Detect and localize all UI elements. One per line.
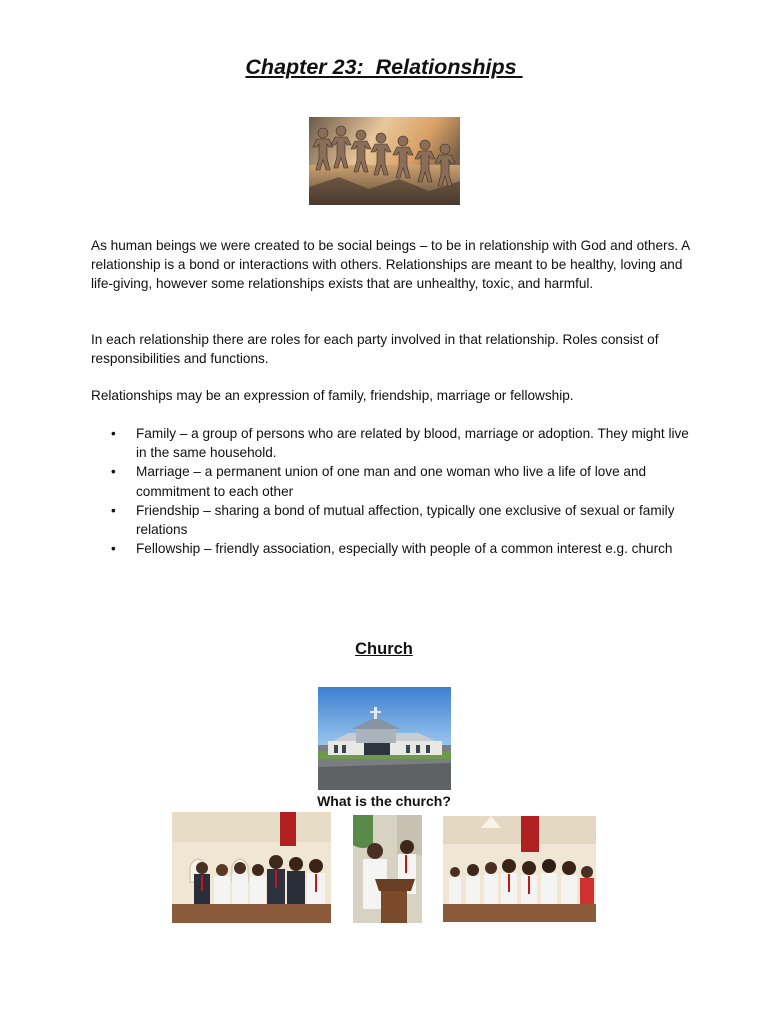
bullet-glyph: • (111, 541, 116, 557)
list-item (109, 424, 694, 462)
list-item (109, 462, 694, 500)
list-item-text: Friendship – sharing a bond of mutual affection, typically one exclusive of sexual or family relations (136, 502, 675, 538)
intro-paragraph-1: As human beings we were created to be social beings – to be in relationship with God and others. A relationship is a bond or interactions with others. Relationships are meant to be healthy, loving and life-giving, however some relationships exists that are unhealthy, toxic, and harmful. (91, 238, 690, 292)
bullet-glyph: • (111, 502, 116, 518)
congregation-photo-left (172, 812, 331, 923)
congregation-photo-right (443, 816, 596, 922)
list-item-text: Fellowship – friendly association, especially with people of a common interest e.g. church (136, 541, 673, 557)
list-item-text: Family – a group of persons who are related by blood, marriage or adoption. They might live in the same household. (136, 426, 689, 461)
list-item-text: Marriage – a permanent union of one man and one woman who live a life of love and commitment to each other (136, 464, 647, 499)
church-building-image (318, 687, 451, 790)
speaker-photo-middle (353, 815, 422, 923)
church-heading: Church (355, 640, 413, 658)
paper-people-chain-image (309, 117, 460, 205)
list-item (109, 501, 694, 539)
list-item (109, 539, 694, 558)
intro-paragraph-2: In each relationship there are roles for each party involved in that relationship. Roles consist of responsibilities and functions. (91, 332, 659, 367)
intro-paragraph-3: Relationships may be an expression of family, friendship, marriage or fellowship. (91, 388, 574, 403)
page-title: Chapter 23: Relationships (245, 55, 523, 79)
relationship-types-list (109, 424, 694, 558)
bullet-glyph: • (111, 464, 116, 480)
bullet-glyph: • (111, 426, 116, 441)
church-caption: What is the church? (317, 793, 451, 809)
